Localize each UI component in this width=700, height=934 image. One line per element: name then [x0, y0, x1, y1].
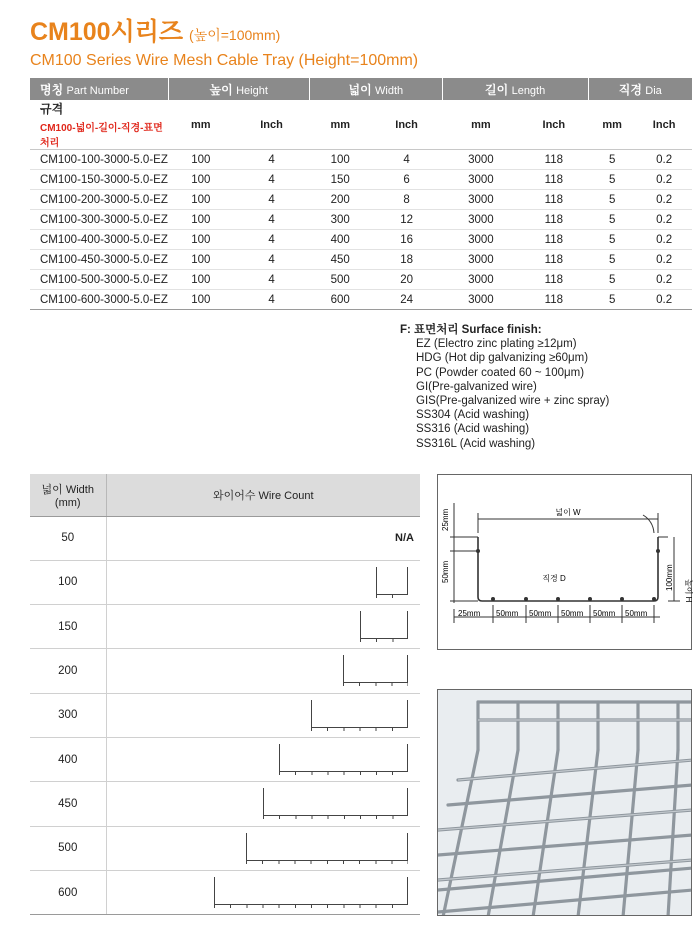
wire-header-row: [30, 474, 420, 516]
unit-cell: Inch: [371, 100, 442, 150]
wire-drawing-cell: [106, 826, 420, 870]
spec-value-cell: 4: [371, 150, 442, 170]
cross-section-diagram: [437, 474, 692, 650]
spec-value-cell: 100: [168, 210, 234, 230]
spec-value-cell: 5: [588, 170, 636, 190]
wire-drawing-cell: [106, 649, 420, 693]
spec-value-cell: 100: [168, 250, 234, 270]
spec-value-cell: 118: [520, 190, 588, 210]
unit-cell: Inch: [234, 100, 310, 150]
wire-width-cell: 150: [30, 605, 106, 649]
spec-value-cell: 5: [588, 270, 636, 290]
wire-width-cell: 300: [30, 693, 106, 737]
wire-drawing-cell: [106, 693, 420, 737]
spec-value-cell: 0.2: [636, 170, 692, 190]
wire-row: [30, 605, 420, 649]
spec-value-cell: 0.2: [636, 270, 692, 290]
spec-value-cell: 3000: [442, 170, 519, 190]
unit-cell: Inch: [636, 100, 692, 150]
spec-value-cell: 118: [520, 210, 588, 230]
spec-row: [30, 250, 692, 270]
spec-value-cell: 0.2: [636, 250, 692, 270]
spec-value-cell: 100: [309, 150, 371, 170]
part-number-cell: CM100-600-3000-5.0-EZ: [30, 290, 168, 310]
spec-value-cell: 4: [234, 210, 310, 230]
spec-value-cell: 4: [234, 270, 310, 290]
part-number-cell: CM100-200-3000-5.0-EZ: [30, 190, 168, 210]
spec-value-cell: 4: [234, 150, 310, 170]
diagram-bottom-spacing: 50mm: [625, 609, 648, 618]
wire-drawing-cell: [106, 870, 420, 914]
page-subtitle: CM100 Series Wire Mesh Cable Tray (Height=100mm): [30, 52, 419, 69]
spec-value-cell: 20: [371, 270, 442, 290]
spec-value-cell: 450: [309, 250, 371, 270]
spec-value-cell: 5: [588, 290, 636, 310]
spec-value-cell: 4: [234, 190, 310, 210]
spec-header-row: [30, 78, 692, 100]
surface-finish-item: SS316L (Acid washing): [416, 437, 536, 450]
wire-row: [30, 870, 420, 914]
unit-cell: mm: [442, 100, 519, 150]
spec-label: 규격: [40, 102, 64, 116]
spec-value-cell: 600: [309, 290, 371, 310]
header-height: 높이 Height: [168, 78, 309, 100]
spec-row: [30, 290, 692, 310]
wire-row: [30, 826, 420, 870]
wire-trough-drawing: [246, 833, 408, 861]
wire-drawing-cell: [106, 737, 420, 781]
wire-count-header: 와이어수 Wire Count: [106, 474, 420, 516]
diagram-width-label: 넓이 W: [555, 508, 581, 517]
part-number-cell: CM100-300-3000-5.0-EZ: [30, 210, 168, 230]
wire-row: [30, 516, 420, 560]
spec-value-cell: 118: [520, 230, 588, 250]
wire-width-cell: 50: [30, 516, 106, 560]
series-title: CM100시리즈: [30, 18, 184, 46]
wire-row: [30, 649, 420, 693]
diagram-bottom-spacing: 50mm: [593, 609, 616, 618]
diagram-bottom-spacing: 50mm: [529, 609, 552, 618]
diagram-top-dim: 25mm: [441, 508, 450, 531]
wire-trough-drawing: [360, 611, 409, 639]
spec-value-cell: 100: [168, 290, 234, 310]
diagram-side-dim: 50mm: [441, 560, 450, 583]
spec-value-cell: 0.2: [636, 150, 692, 170]
spec-value-cell: 0.2: [636, 210, 692, 230]
surface-finish-item: GI(Pre-galvanized wire): [416, 380, 537, 393]
header-dia: 직경 Dia: [588, 78, 692, 100]
surface-finish-notes: [400, 323, 609, 451]
part-number-cell: CM100-400-3000-5.0-EZ: [30, 230, 168, 250]
spec-value-cell: 118: [520, 150, 588, 170]
wire-width-cell: 600: [30, 870, 106, 914]
spec-value-cell: 4: [234, 170, 310, 190]
spec-value-cell: 118: [520, 270, 588, 290]
wire-width-header: 넓이 Width (mm): [30, 474, 106, 516]
spec-value-cell: 118: [520, 250, 588, 270]
spec-value-cell: 500: [309, 270, 371, 290]
unit-row: [30, 100, 692, 150]
wire-count-table: [30, 474, 420, 915]
spec-value-cell: 0.2: [636, 290, 692, 310]
spec-value-cell: 8: [371, 190, 442, 210]
spec-value-cell: 300: [309, 210, 371, 230]
diagram-height-label: 100mm: [665, 564, 674, 591]
spec-value-cell: 6: [371, 170, 442, 190]
spec-value-cell: 12: [371, 210, 442, 230]
spec-value-cell: 4: [234, 250, 310, 270]
spec-value-cell: 5: [588, 210, 636, 230]
spec-value-cell: 5: [588, 150, 636, 170]
wire-width-cell: 400: [30, 737, 106, 781]
part-number-cell: CM100-150-3000-5.0-EZ: [30, 170, 168, 190]
spec-value-cell: 118: [520, 290, 588, 310]
wire-drawing-cell: [106, 516, 420, 560]
spec-value-cell: 0.2: [636, 230, 692, 250]
na-label: N/A: [395, 531, 414, 544]
diagram-bottom-spacing: 50mm: [561, 609, 584, 618]
wire-width-cell: 450: [30, 782, 106, 826]
spec-value-cell: 3000: [442, 230, 519, 250]
spec-value-cell: 4: [234, 290, 310, 310]
series-height-note: (높이=100mm): [189, 27, 281, 43]
unit-cell: Inch: [520, 100, 588, 150]
spec-value-cell: 3000: [442, 250, 519, 270]
header-length: 길이 Length: [442, 78, 588, 100]
spec-format-cell: [30, 100, 168, 150]
spec-value-cell: 5: [588, 190, 636, 210]
wire-trough-drawing: [311, 700, 408, 728]
diagram-bottom-first: 25mm: [458, 609, 481, 618]
diagram-dia-label: 직경 D: [542, 574, 566, 583]
wire-row: [30, 693, 420, 737]
spec-value-cell: 4: [234, 230, 310, 250]
part-number-cell: CM100-450-3000-5.0-EZ: [30, 250, 168, 270]
wire-trough-drawing: [263, 788, 409, 816]
spec-value-cell: 100: [168, 150, 234, 170]
page-title: [30, 12, 280, 48]
wire-width-cell: 100: [30, 560, 106, 604]
spec-row: [30, 270, 692, 290]
diagram-bottom-spacing: 50mm: [496, 609, 519, 618]
spec-value-cell: 0.2: [636, 190, 692, 210]
spec-value-cell: 3000: [442, 270, 519, 290]
wire-row: [30, 560, 420, 604]
wire-width-cell: 500: [30, 826, 106, 870]
spec-value-cell: 3000: [442, 190, 519, 210]
surface-finish-item: SS304 (Acid washing): [416, 409, 530, 422]
wire-row: [30, 737, 420, 781]
unit-cell: mm: [168, 100, 234, 150]
spec-value-cell: 16: [371, 230, 442, 250]
surface-finish-list: [400, 337, 609, 451]
spec-row: [30, 230, 692, 250]
surface-finish-heading: F: 표면처리 Surface finish:: [400, 324, 542, 336]
spec-value-cell: 118: [520, 170, 588, 190]
part-number-cell: CM100-100-3000-5.0-EZ: [30, 150, 168, 170]
surface-finish-item: GIS(Pre-galvanized wire + zinc spray): [416, 395, 610, 408]
spec-value-cell: 3000: [442, 210, 519, 230]
spec-row: [30, 150, 692, 170]
spec-row: [30, 190, 692, 210]
spec-value-cell: 5: [588, 250, 636, 270]
spec-format: CM100-넓이-길이-직경-표면처리: [40, 123, 163, 149]
wire-drawing-cell: [106, 560, 420, 604]
spec-value-cell: 100: [168, 230, 234, 250]
wire-trough-drawing: [343, 655, 408, 683]
product-photo: [437, 689, 692, 916]
wire-trough-drawing: [376, 567, 408, 595]
wire-width-cell: 200: [30, 649, 106, 693]
surface-finish-item: SS316 (Acid washing): [416, 423, 530, 436]
surface-finish-item: EZ (Electro zinc plating ≥12μm): [416, 338, 577, 351]
spec-table: [30, 78, 692, 310]
wire-drawing-cell: [106, 782, 420, 826]
spec-value-cell: 24: [371, 290, 442, 310]
wire-drawing-cell: [106, 605, 420, 649]
spec-value-cell: 200: [309, 190, 371, 210]
diagram-height-symbol: 높이 H: [684, 579, 693, 603]
spec-value-cell: 100: [168, 190, 234, 210]
surface-finish-item: PC (Powder coated 60 ~ 100μm): [416, 366, 585, 379]
spec-value-cell: 150: [309, 170, 371, 190]
spec-value-cell: 18: [371, 250, 442, 270]
wire-trough-drawing: [279, 744, 408, 772]
unit-cell: mm: [309, 100, 371, 150]
wire-trough-drawing: [214, 877, 408, 905]
wire-row: [30, 782, 420, 826]
unit-cell: mm: [588, 100, 636, 150]
surface-finish-item: HDG (Hot dip galvanizing ≥60μm): [416, 352, 589, 365]
header-width: 넓이 Width: [309, 78, 442, 100]
part-number-cell: CM100-500-3000-5.0-EZ: [30, 270, 168, 290]
spec-row: [30, 210, 692, 230]
spec-value-cell: 100: [168, 270, 234, 290]
spec-value-cell: 5: [588, 230, 636, 250]
spec-value-cell: 100: [168, 170, 234, 190]
spec-value-cell: 3000: [442, 150, 519, 170]
spec-row: [30, 170, 692, 190]
header-part-number: 명칭 Part Number: [30, 78, 168, 100]
spec-value-cell: 400: [309, 230, 371, 250]
spec-value-cell: 3000: [442, 290, 519, 310]
